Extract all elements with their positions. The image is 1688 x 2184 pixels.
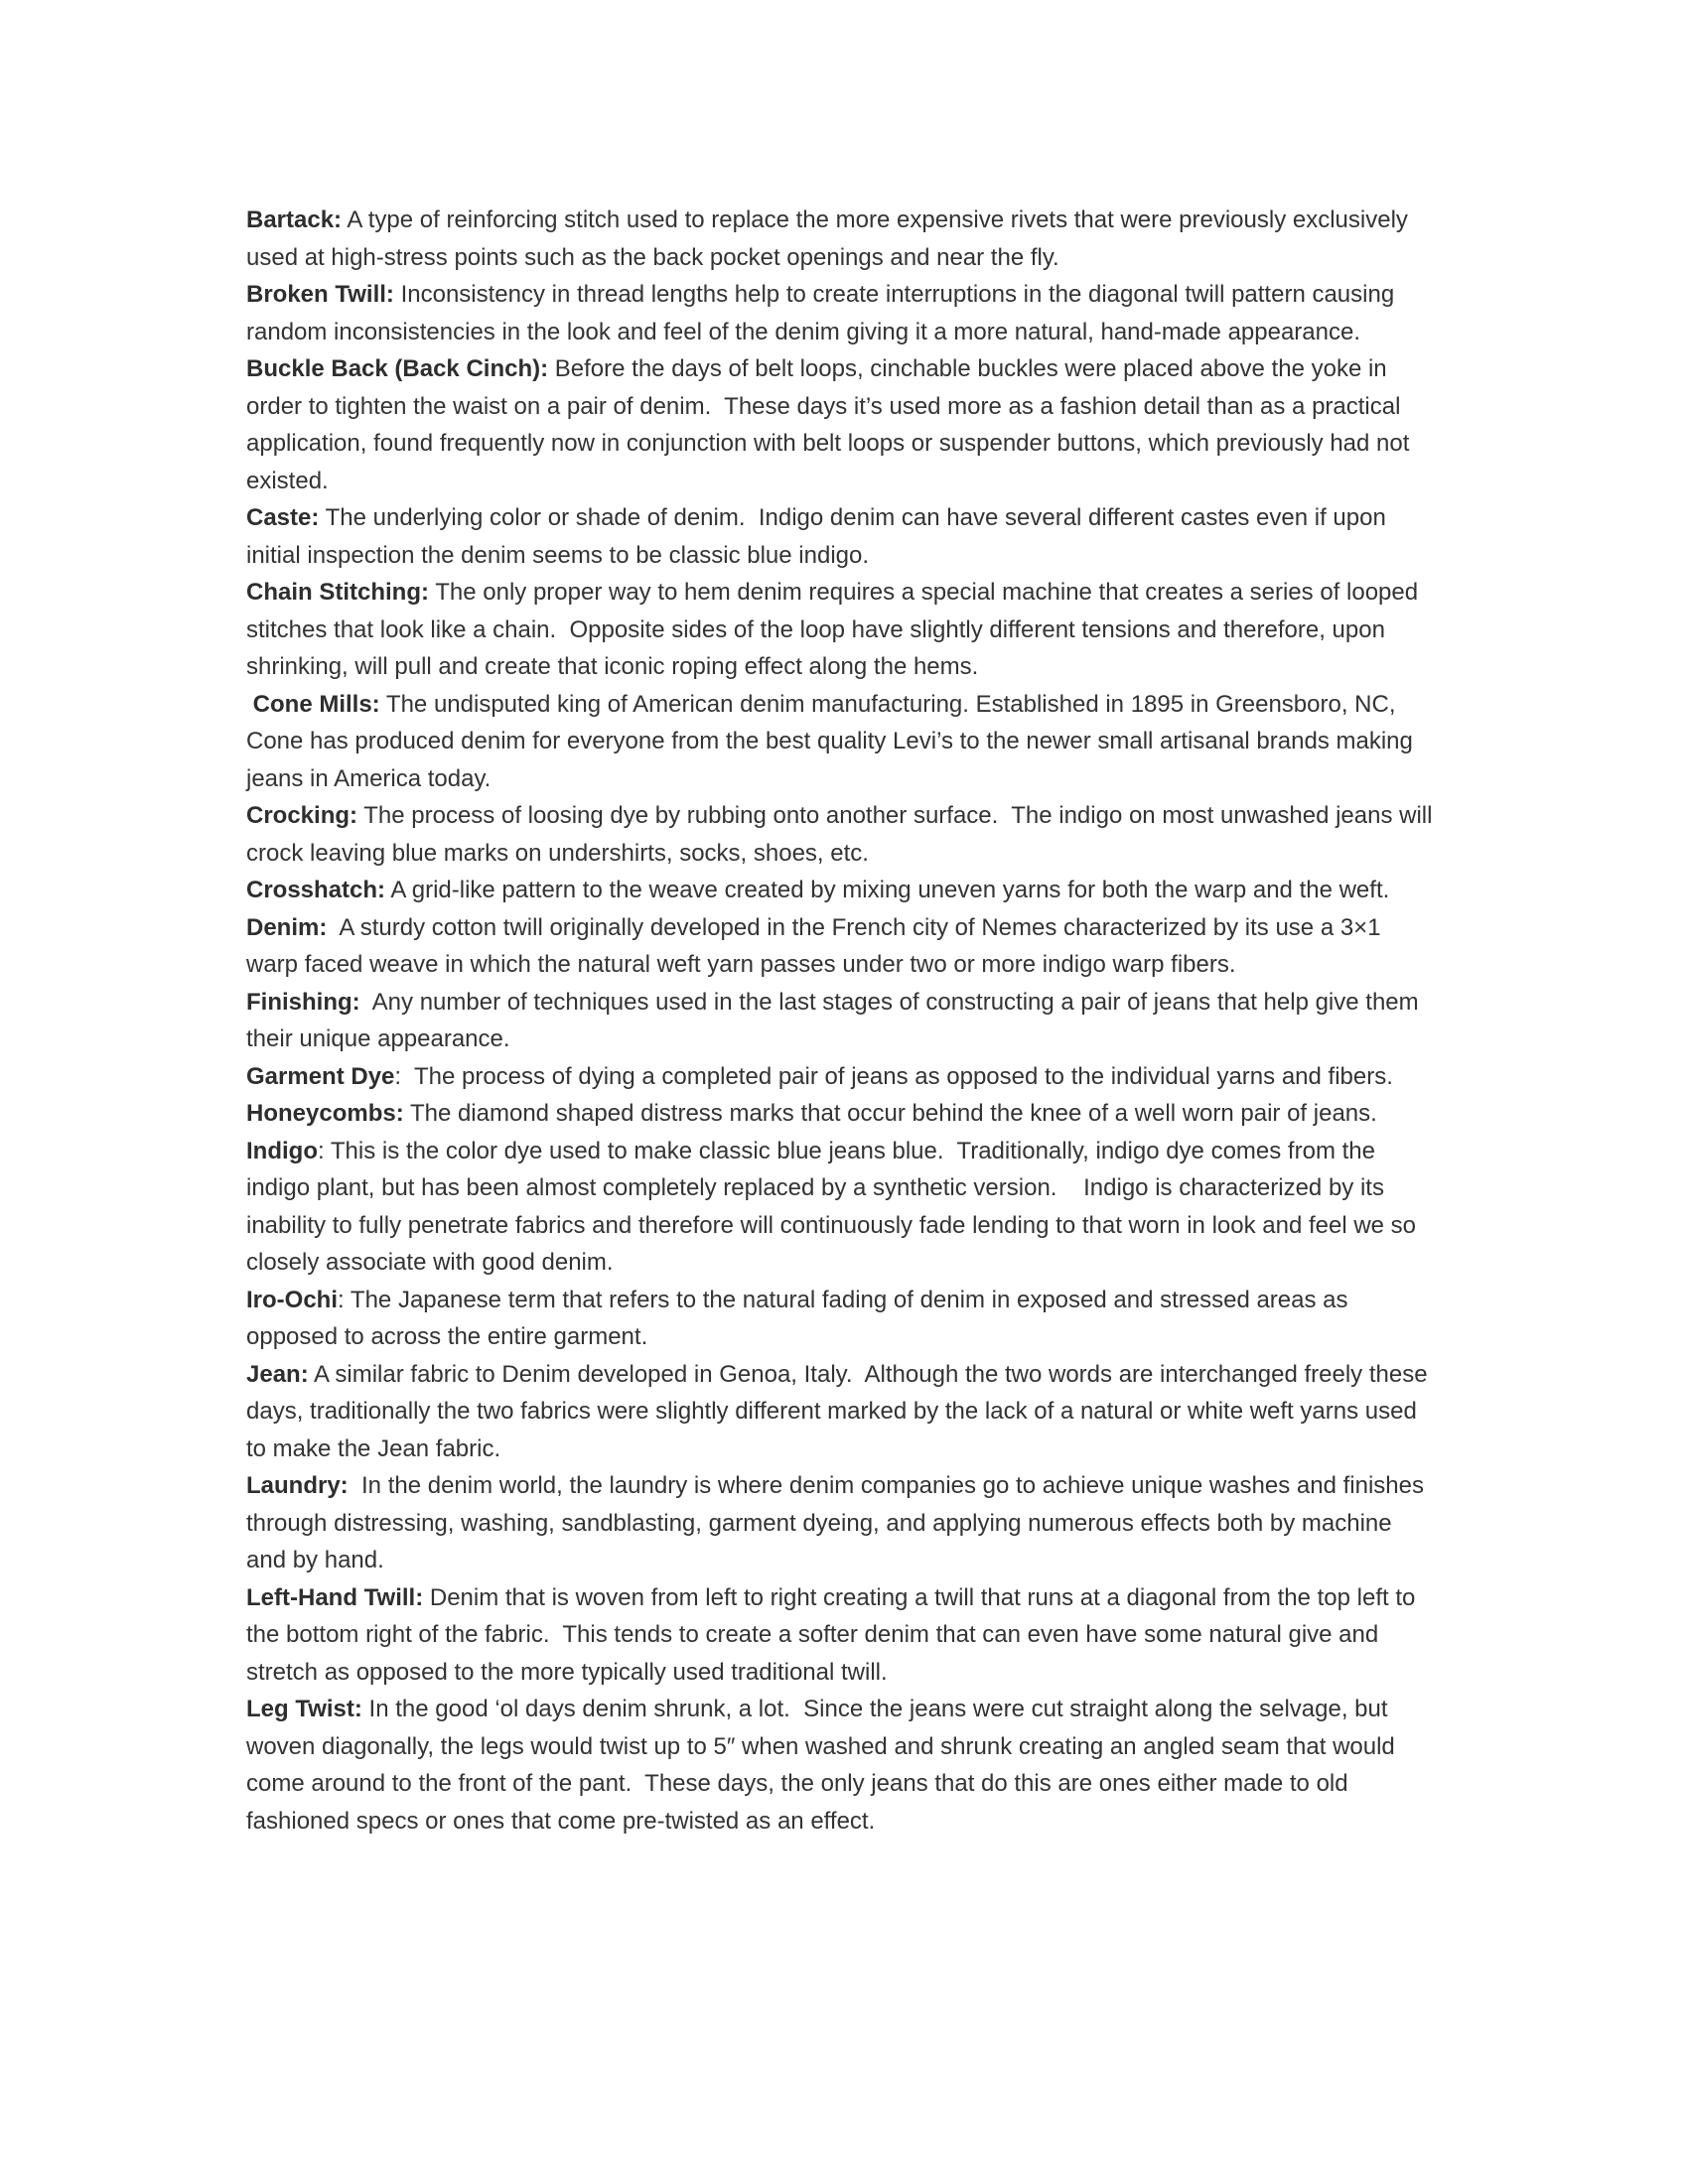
- term: Bartack:: [246, 206, 343, 233]
- term: Leg Twist:: [246, 1696, 362, 1722]
- definition: The underlying color or shade of denim. Indigo denim can have several different castes even if upon initial inspection the denim seems to be classic blue indigo.: [246, 504, 1393, 569]
- definition: The only proper way to hem denim requires a special machine that creates a series of looped stitches that look like a chain. Opposite sides of the loop have slightly different tensions and therefore, upon shrinking, will pull and create that iconic roping effect along the hems.: [246, 579, 1425, 680]
- term: Iro-Ochi: [246, 1286, 339, 1313]
- entry-cone-mills: [246, 686, 1438, 798]
- definition: A similar fabric to Denim developed in Genoa, Italy. Although the two words are interchanged freely these days, traditionally the two fabrics were slightly different marked by the lack of a natural or white weft yarns used to make the Jean fabric.: [246, 1360, 1435, 1462]
- entry-honeycombs: [246, 1095, 1438, 1133]
- entry-finishing: [246, 984, 1438, 1058]
- entry-denim: [246, 909, 1438, 984]
- entry-leg-twist: [246, 1691, 1438, 1840]
- term: Buckle Back (Back Cinch):: [246, 355, 549, 382]
- entry-indigo: [246, 1133, 1438, 1282]
- entry-left-hand-twill: [246, 1579, 1438, 1692]
- term: Honeycombs:: [246, 1100, 404, 1127]
- term: Finishing:: [246, 988, 360, 1016]
- denim-glossary: [246, 202, 1438, 1840]
- term: Crosshatch:: [246, 877, 386, 903]
- definition: : The process of dying a completed pair of jeans as opposed to the individual yarns and fibers.: [394, 1062, 1393, 1090]
- term: Garment Dye: [246, 1062, 395, 1090]
- entry-garment-dye: [246, 1058, 1438, 1096]
- definition: Any number of techniques used in the last stages of constructing a pair of jeans that help give them their unique appearance.: [246, 988, 1426, 1052]
- definition: : The Japanese term that refers to the natural fading of denim in exposed and stressed areas as opposed to across the entire garment.: [246, 1286, 1355, 1350]
- term: Denim:: [246, 913, 328, 941]
- term: Left-Hand Twill:: [246, 1583, 424, 1611]
- term: Crocking:: [246, 802, 358, 829]
- term: Indigo: [246, 1137, 318, 1164]
- entry-chain-stitching: [246, 574, 1438, 686]
- term: Jean:: [246, 1360, 309, 1388]
- definition: : This is the color dye used to make classic blue jeans blue. Traditionally, indigo dye comes from the indigo plant, but has been almost completely replaced by a synthetic version. Indigo is characterized by its inability to fully penetrate fabrics and therefore will continuously fade lending to that worn in look and feel we so closely associate with good denim.: [246, 1137, 1423, 1276]
- term: Laundry:: [246, 1472, 349, 1499]
- entry-laundry: [246, 1467, 1438, 1579]
- definition: In the denim world, the laundry is where denim companies go to achieve unique washes and finishes through distressing, washing, sandblasting, garment dyeing, and applying numerous effects both by machine and by hand.: [246, 1472, 1431, 1573]
- entry-crocking: [246, 797, 1438, 872]
- definition: A type of reinforcing stitch used to replace the more expensive rivets that were previously exclusively used at high-stress points such as the back pocket openings and near the fly.: [246, 206, 1415, 271]
- definition: The undisputed king of American denim manufacturing. Established in 1895 in Greensboro, NC, Cone has produced denim for everyone from the best quality Levi’s to the newer small artisanal brands making jeans in America today.: [246, 690, 1427, 792]
- entry-iro-ochi: [246, 1282, 1438, 1356]
- term: Chain Stitching:: [246, 579, 429, 606]
- definition: The process of loosing dye by rubbing onto another surface. The indigo on most unwashed jeans will crock leaving blue marks on undershirts, socks, shoes, etc.: [246, 802, 1440, 867]
- definition: A grid-like pattern to the weave created by mixing uneven yarns for both the warp and the weft.: [385, 877, 1390, 903]
- definition: The diamond shaped distress marks that occur behind the knee of a well worn pair of jeans.: [403, 1100, 1377, 1127]
- entry-bartack: [246, 202, 1438, 276]
- definition: A sturdy cotton twill originally developed in the French city of Nemes characterized by its use a 3×1 warp faced weave in which the natural weft yarn passes under two or more indigo warp fibers.: [246, 913, 1388, 978]
- entry-buckle-back: [246, 350, 1438, 499]
- definition: Denim that is woven from left to right creating a twill that runs at a diagonal from the top left to the bottom right of the fabric. This tends to create a softer denim that can even have some natural give and stretch as opposed to the more typically used traditional twill.: [246, 1583, 1423, 1686]
- entry-broken-twill: [246, 276, 1438, 350]
- definition: Inconsistency in thread lengths help to create interruptions in the diagonal twill pattern causing random inconsistencies in the look and feel of the denim giving it a more natural, hand-made appearance.: [246, 281, 1401, 345]
- term: Caste:: [246, 504, 320, 531]
- definition: In the good ‘ol days denim shrunk, a lot. Since the jeans were cut straight along the selvage, but woven diagonally, the legs would twist up to 5″ when washed and shrunk creating an angled seam that would come around to the front of the pant. These days, the only jeans that do this are ones either made to old fashioned specs or ones that come pre-twisted as an effect.: [246, 1696, 1402, 1835]
- term: Cone Mills:: [246, 690, 380, 718]
- entry-jean: [246, 1356, 1438, 1468]
- entry-crosshatch: [246, 872, 1438, 909]
- definition: Before the days of belt loops, cinchable buckles were placed above the yoke in order to tighten the waist on a pair of denim. These days it’s used more as a fashion detail than as a practical application, found frequently now in conjunction with belt loops or suspender buttons, which previously had not existed.: [246, 355, 1417, 494]
- entry-caste: [246, 499, 1438, 574]
- term: Broken Twill:: [246, 281, 394, 308]
